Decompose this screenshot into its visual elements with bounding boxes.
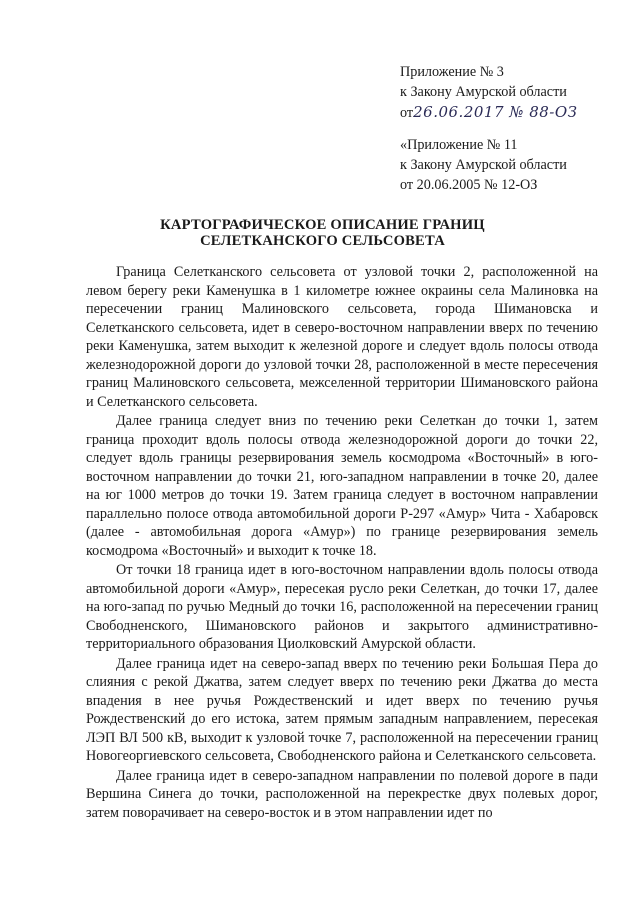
handwritten-date: 26.06.2017 № 88-ОЗ xyxy=(413,103,578,121)
paragraph: Далее граница идет на северо-запад вверх по течению реки Большая Пера до слияния с рекой Джатва, затем следует вверх по течению реки Джатва до места впадения в нее ручья Рождественский и идет вверх по течению ручья Рождественский до его истока, затем прямым западным направлением, пересекая ЛЭП ВЛ 500 кВ, выходит к узловой точке 7, расположенной на пересечении границ Новогеоргиевского сельсовета, Свободненского района и Селетканского сельсовета. xyxy=(86,655,598,764)
paragraph: Далее граница следует вниз по течению реки Селеткан до точки 1, затем граница проходит вдоль полосы отвода железнодорожной дороги до точки 22, следует вдоль границы резервирования земель космодрома «Восточный» в юго-восточном направлении до точки 21, юго-западном направлении в точке 20, далее на юг 1000 метров до точки 19. Затем граница следует в восточном направлении параллельно полосе отвода автомобильной дороги Р-297 «Амур» Чита - Хабаровск (далее - автомобильная дорога «Амур») по границе резервирования земель космодрома «Восточный» и выходит к точке 18. xyxy=(86,413,598,559)
prev-appendix-date: от 20.06.2005 № 12-ОЗ xyxy=(400,177,538,193)
document-title xyxy=(60,217,585,249)
prev-appendix-number: «Приложение № 11 xyxy=(400,137,518,153)
appendix-law-ref: к Закону Амурской области xyxy=(400,84,567,100)
prev-appendix-law-ref: к Закону Амурской области xyxy=(400,157,567,173)
paragraph: Граница Селетканского сельсовета от узловой точки 2, расположенной на левом берегу реки Каменушка в 1 километре южнее окраины села Малиновка на пересечении границ Малиновского сельсовета, города Шимановска и Селетканского сельсовета, идет в северо-восточном направлении вверх по течению реки Каменушка, затем выходит к железной дороге и следует вдоль полосы отвода железнодорожной дороги до узловой точки 28, расположенной в месте пересечения границ Малиновского сельсовета, межселенной территории Шимановского района и Селетканского сельсовета. xyxy=(86,264,598,410)
appendix-number: Приложение № 3 xyxy=(400,64,504,80)
title-line-2: СЕЛЕТКАНСКОГО СЕЛЬСОВЕТА xyxy=(200,233,445,249)
title-line-1: КАРТОГРАФИЧЕСКОЕ ОПИСАНИЕ ГРАНИЦ xyxy=(160,217,485,233)
previous-appendix-header xyxy=(400,135,620,195)
paragraph: От точки 18 граница идет в юго-восточном направлении вдоль полосы отвода автомобильной дороги «Амур», пересекая русло реки Селеткан, до точки 17, далее на юго-запад по ручью Медный до точки 16, расположенной на пересечении границ Свободненского, Шимановского районов и закрытого административно-территориального образования Циолковский Амурской области. xyxy=(86,562,598,652)
paragraph: Далее граница идет в северо-западном направлении по полевой дороге в пади Вершина Синега до точки, расположенной на перекрестке двух полевых дорог, затем поворачивает на северо-восток и в этом направлении идет по xyxy=(86,767,598,821)
document-body xyxy=(86,263,598,822)
appendix-date-line xyxy=(400,102,620,123)
appendix-header xyxy=(400,62,620,123)
appendix-date-prefix: от xyxy=(400,105,414,121)
